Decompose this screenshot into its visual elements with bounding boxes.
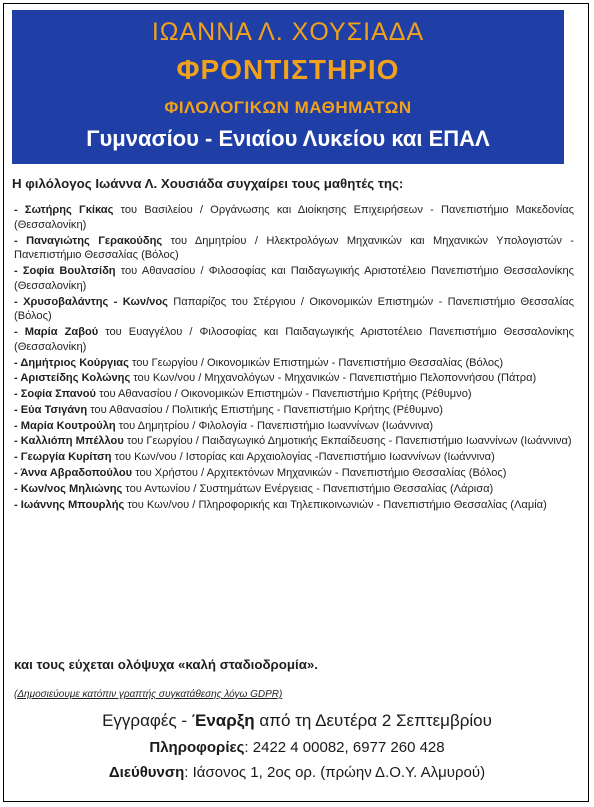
student-entry [14,371,574,386]
student-name: - Σωτήρης Γκίκας [14,204,114,216]
student-name: - Γεωργία Κυρίτση [14,451,112,464]
student-name: - Καλλιόπη Μπέλλου [14,435,124,448]
student-entry [14,387,574,402]
student-name: - Εύα Τσιγάνη [14,403,88,416]
student-details: του Κων/νου / Μηχανολόγων - Μηχανικών - Πανεπιστήμιο Πελοποννήσου (Πάτρα) [130,372,537,385]
student-entry [14,498,574,513]
student-name: - Σοφία Σπανού [14,388,97,401]
student-entry [14,482,574,497]
school-subtitle: ΦΙΛΟΛΟΓΙΚΩΝ ΜΑΘΗΜΑΤΩΝ [164,98,412,117]
start-label: Έναρξη [191,711,255,730]
student-entry [14,403,574,418]
info-text: : 2422 4 00082, 6977 260 428 [244,739,445,756]
student-name: - Σοφία Βουλτσίδη [14,265,116,277]
address-line [0,764,594,781]
address-label: Διεύθυνση [108,764,185,781]
student-name: - Κων/νος Μηλιώνης [14,482,123,495]
student-details: του Κων/νου / Ιστορίας και Αρχαιολογίας -Πανεπιστήμιο Ιωαννίνων (Ιωάννινα) [111,451,495,464]
student-name: - Ιωάννης Μπουρλής [14,498,125,511]
student-details: του Ευαγγέλου / Φιλοσοφίας και Παιδαγωγικής Αριστοτέλειο Πανεπιστήμιο Θεσσαλονίκης (Θεσσαλονίκη) [14,326,574,353]
student-details: του Αθανασίου / Φιλοσοφίας και Παιδαγωγικής Αριστοτέλειο Πανεπιστήμιο Θεσσαλονίκης (Θεσσαλονίκη) [14,265,574,292]
student-details: του Δημητρίου / Ηλεκτρολόγων Μηχανικών και Μηχανικών Υπολογιστών - Πανεπιστήμιο Θεσσαλίας (Βόλος) [14,234,575,262]
start-text: από τη Δευτέρα 2 Σεπτεμβρίου [254,711,492,730]
info-label: Πληροφορίες [149,739,245,756]
info-line [0,739,594,756]
student-details: του Γεωργίου / Οικονομικών Επιστημών - Πανεπιστήμιο Θεσσαλίας (Βόλος) [128,356,504,369]
student-list [14,203,574,513]
student-name: - Μαρία Ζαβού [14,326,99,338]
student-entry [14,434,574,449]
student-entry [14,466,574,481]
intro-text: Η φιλόλογος Ιωάννα Λ. Χουσιάδα συγχαίρει τους μαθητές της: [12,176,404,191]
student-name: - Μαρία Κουτρούλη [14,419,116,432]
student-entry [14,356,574,371]
school-title: ΦΡΟΝΤΙΣΤΗΡΙΟ [176,54,400,85]
enroll-label: Εγγραφές [102,711,177,730]
student-details: του Κων/νου / Πληροφορικής και Τηλεπικοινωνιών - Πανεπιστήμιο Θεσσαλίας (Λαμία) [124,498,547,511]
gdpr-note: (Δημοσιεύουμε κατόπιν γραπτής συγκατάθεσης λόγω GDPR) [14,689,283,700]
student-name: - Άννα Αβραδοπούλου [14,467,133,480]
student-details: του Βασιλείου / Οργάνωσης και Διοίκησης Επιχειρήσεων - Πανεπιστήμιο Μακεδονίας (Θεσσαλονίκη) [14,204,575,231]
student-name: - Δημήτριος Κούργιας [14,356,129,369]
student-entry [14,295,574,324]
student-entry [14,234,574,263]
student-entry [14,203,574,232]
student-details: του Αθανασίου / Οικονομικών Επιστημών - Πανεπιστήμιο Κρήτης (Ρέθυμνο) [96,388,472,401]
student-entry [14,325,574,354]
header-banner [12,10,564,164]
tutor-name: ΙΩΑΝΝΑ Λ. ΧΟΥΣΙΑΔΑ [151,18,425,46]
student-details: του Αντωνίου / Συστημάτων Ενέργειας - Πανεπιστήμιο Θεσσαλίας (Λάρισα) [122,482,494,495]
address-text: : Ιάσονος 1, 2ος ορ. (πρώην Δ.Ο.Υ. Αλμυρού) [184,764,486,781]
school-levels: Γυμνασίου - Ενιαίου Λυκείου και ΕΠΑΛ [86,126,490,151]
student-entry [14,450,574,465]
student-details: του Αθανασίου / Πολιτικής Επιστήμης - Πανεπιστήμιο Κρήτης (Ρέθυμνο) [87,403,444,416]
student-name: - Αριστείδης Κολώνης [14,372,131,385]
student-details: του Δημητρίου / Φιλολογία - Πανεπιστήμιο Ιωαννίνων (Ιωάννινα) [115,419,434,432]
enrollment-line: Εγγραφές - Έναρξη από τη Δευτέρα 2 Σεπτεμβρίου [102,711,492,730]
student-name: - Παναγιώτης Γερακούδης [14,234,163,247]
student-entry [14,264,574,293]
student-entry [14,419,574,434]
wishes-text: και τους εύχεται ολόψυχα «καλή σταδιοδρομία». [14,657,318,672]
student-name: - Χρυσοβαλάντης - Κων/νος [14,295,168,308]
student-details: Παπαρίζος του Στέργιου / Οικονομικών Επιστημών - Πανεπιστήμιο Θεσσαλίας (Βόλος) [14,295,574,323]
student-details: του Γεωργίου / Παιδαγωγικό Δημοτικής Εκπαίδευσης - Πανεπιστήμιο Ιωαννίνων (Ιωάννινα) [123,435,572,448]
student-details: του Χρήστου / Αρχιτεκτόνων Μηχανικών - Πανεπιστήμιο Θεσσαλίας (Βόλος) [132,467,507,480]
